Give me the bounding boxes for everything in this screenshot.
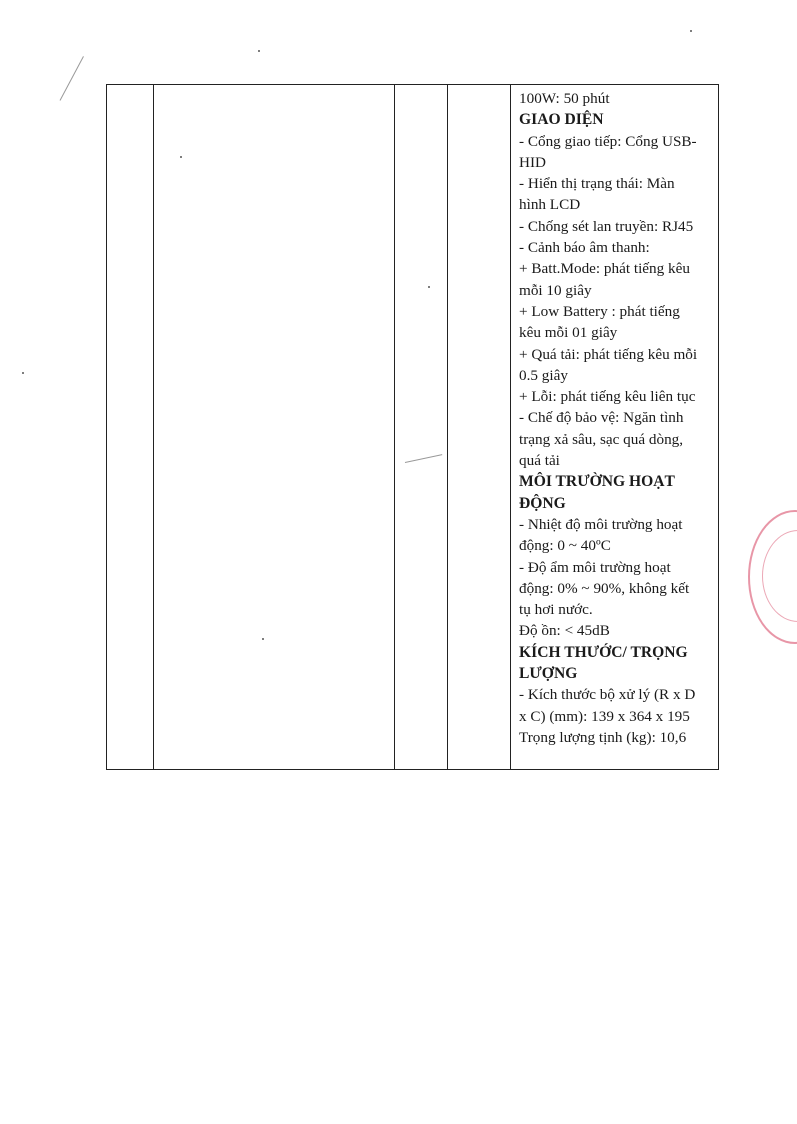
spec-line: Độ ồn: < 45dB bbox=[519, 622, 610, 640]
spec-line: động: 0 ~ 40ºC bbox=[519, 537, 611, 555]
spec-line: - Chống sét lan truyền: RJ45 bbox=[519, 217, 694, 235]
cell-item-name bbox=[154, 85, 395, 770]
spec-heading: MÔI TRƯỜNG HOẠT bbox=[519, 473, 675, 491]
specification-text bbox=[511, 85, 718, 748]
cell-quantity bbox=[448, 85, 511, 770]
spec-heading: KÍCH THƯỚC/ TRỌNG bbox=[519, 643, 688, 661]
spec-line: - Nhiệt độ môi trường hoạt bbox=[519, 515, 683, 533]
scan-speck bbox=[180, 156, 182, 158]
spec-heading: GIAO DIỆN bbox=[519, 111, 604, 129]
scan-speck bbox=[690, 30, 692, 32]
spec-heading: LƯỢNG bbox=[519, 665, 578, 683]
table-row bbox=[107, 85, 719, 770]
cell-index bbox=[107, 85, 154, 770]
spec-line: HID bbox=[519, 153, 546, 171]
spec-line: hình LCD bbox=[519, 196, 581, 214]
spec-line: + Low Battery : phát tiếng bbox=[519, 302, 680, 320]
spec-line: động: 0% ~ 90%, không kết bbox=[519, 579, 690, 597]
spec-line: 0.5 giây bbox=[519, 366, 568, 384]
spec-line: - Cổng giao tiếp: Cổng USB- bbox=[519, 132, 697, 150]
scan-speck bbox=[428, 286, 430, 288]
spec-line: + Batt.Mode: phát tiếng kêu bbox=[519, 260, 690, 278]
spec-heading: ĐỘNG bbox=[519, 494, 566, 512]
spec-line: - Kích thước bộ xử lý (R x D bbox=[519, 686, 696, 704]
spec-table bbox=[106, 84, 719, 770]
spec-line: - Hiển thị trạng thái: Màn bbox=[519, 175, 675, 193]
cell-unit bbox=[395, 85, 448, 770]
spec-line: + Lỗi: phát tiếng kêu liên tục bbox=[519, 388, 696, 406]
spec-line: - Chế độ bảo vệ: Ngăn tình bbox=[519, 409, 684, 427]
spec-line: - Cảnh báo âm thanh: bbox=[519, 239, 650, 257]
spec-line: + Quá tải: phát tiếng kêu mỗi bbox=[519, 345, 698, 363]
spec-line: trạng xả sâu, sạc quá dòng, bbox=[519, 430, 684, 448]
scan-speck bbox=[22, 372, 24, 374]
spec-line: - Độ ẩm môi trường hoạt bbox=[519, 558, 671, 576]
scan-speck bbox=[258, 50, 260, 52]
cell-specification bbox=[511, 85, 719, 770]
spec-line: kêu mỗi 01 giây bbox=[519, 324, 618, 342]
spec-line: Trọng lượng tịnh (kg): 10,6 bbox=[519, 728, 687, 746]
scan-mark bbox=[60, 56, 84, 101]
spec-line: x C) (mm): 139 x 364 x 195 bbox=[519, 707, 690, 725]
spec-line: mỗi 10 giây bbox=[519, 281, 592, 299]
spec-line: quá tải bbox=[519, 452, 560, 470]
spec-line: 100W: 50 phút bbox=[519, 90, 610, 107]
scan-speck bbox=[262, 638, 264, 640]
spec-line: tụ hơi nước. bbox=[519, 601, 593, 619]
